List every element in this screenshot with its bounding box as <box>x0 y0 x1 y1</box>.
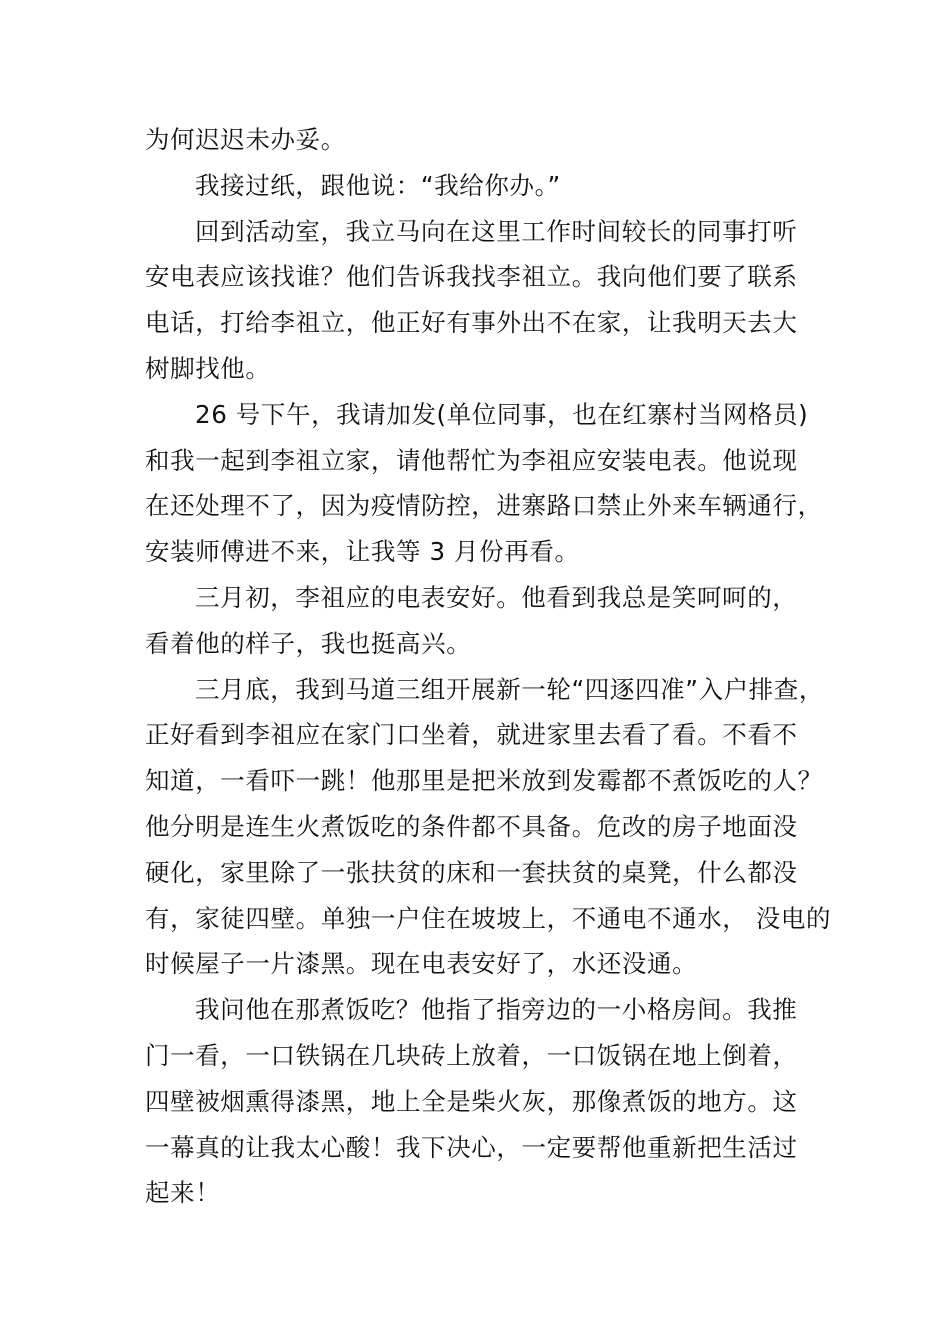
text-line: 正好看到李祖应在家门口坐着，就进家里去看了看。不看不 <box>145 720 798 750</box>
text-line: 为何迟迟未办妥。 <box>145 125 346 154</box>
text-line: 时候屋子一片漆黑。现在电表安好了，水还没通。 <box>145 949 698 979</box>
text-line: 和我一起到李祖立家，请他帮忙为李祖应安装电表。他说现 <box>145 445 798 475</box>
text-line: 门一看，一口铁锅在几块砖上放着，一口饭锅在地上倒着， <box>145 1040 798 1070</box>
text-line: 树脚找他。 <box>145 353 271 383</box>
text-line: 有，家徒四壁。单独一户住在坡坡上，不通电不通水， 没电的 <box>145 903 832 933</box>
text-line: 安电表应该找谁？他们告诉我找李祖立。我向他们要了联系 <box>145 262 798 292</box>
text-line: 26 号下午，我请加发(单位同事，也在红寨村当网格员) <box>195 399 809 429</box>
text-line: 看着他的样子，我也挺高兴。 <box>145 628 472 658</box>
text-line: 回到活动室，我立马向在这里工作时间较长的同事打听 <box>195 216 798 246</box>
text-line: 在还处理不了，因为疫情防控，进寨路口禁止外来车辆通行， <box>145 491 823 521</box>
text-line: 起来！ <box>145 1178 221 1208</box>
text-line: 安装师傅进不来，让我等 3 月份再看。 <box>145 537 580 567</box>
text-line: 我接过纸，跟他说：“我给你办。” <box>195 170 561 200</box>
text-line: 四壁被烟熏得漆黑，地上全是柴火灰，那像煮饭的地方。这 <box>145 1086 798 1116</box>
text-line: 我问他在那煮饭吃？他指了指旁边的一小格房间。我推 <box>195 995 798 1025</box>
text-line: 知道，一看吓一跳！他那里是把米放到发霉都不煮饭吃的人？ <box>145 766 823 796</box>
text-line: 他分明是连生火煮饭吃的条件都不具备。危改的房子地面没 <box>145 811 798 841</box>
text-line: 三月底，我到马道三组开展新一轮“四逐四准”入户排查， <box>195 674 824 704</box>
text-line: 三月初，李祖应的电表安好。他看到我总是笑呵呵的， <box>195 582 798 612</box>
text-line: 硬化，家里除了一张扶贫的床和一套扶贫的桌凳，什么都没 <box>145 857 798 887</box>
body-text <box>145 117 835 1216</box>
text-line: 电话，打给李祖立，他正好有事外出不在家，让我明天去大 <box>145 308 798 338</box>
text-line: 一幕真的让我太心酸！我下决心，一定要帮他重新把生活过 <box>145 1132 798 1162</box>
